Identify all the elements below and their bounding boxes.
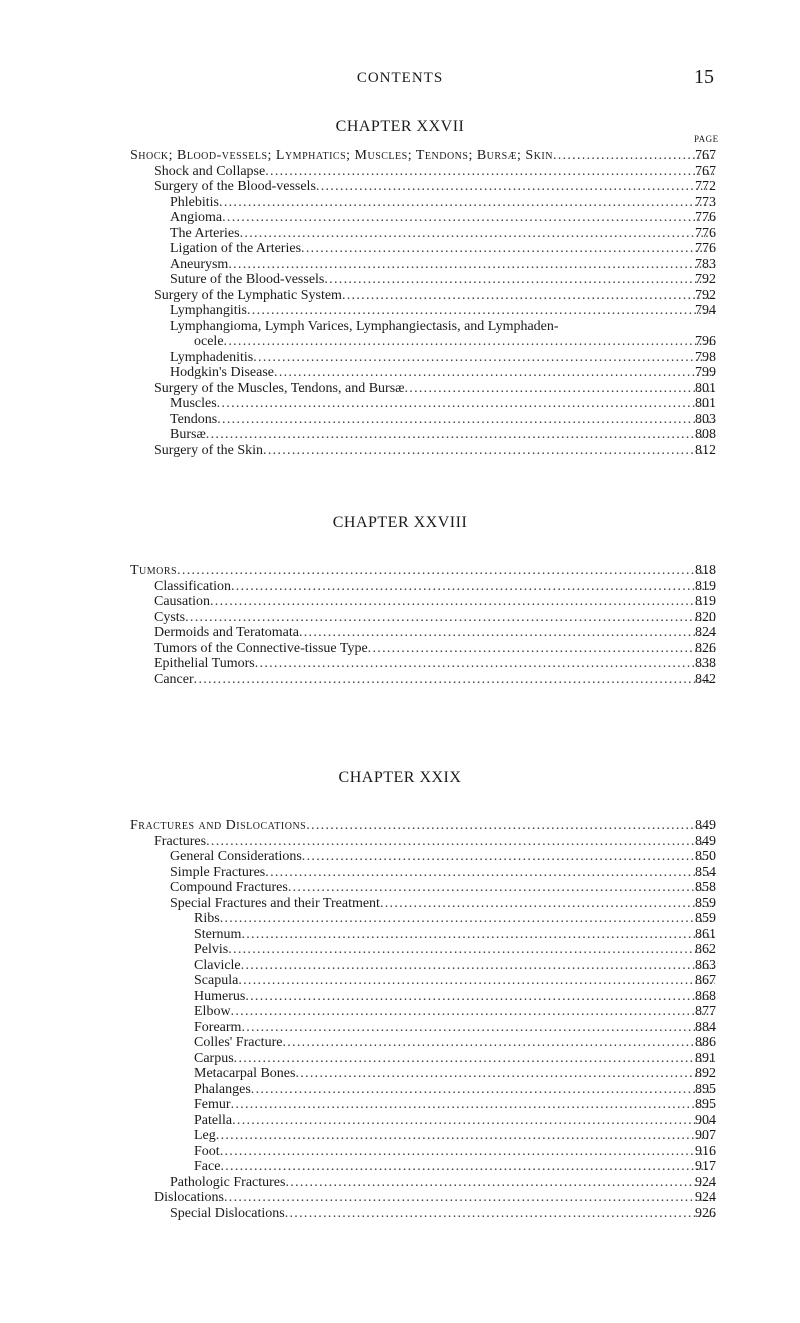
toc-entry: [0, 880, 800, 896]
dot-leader: [265, 164, 715, 180]
toc-entry-title: Ribs: [194, 911, 220, 926]
toc-entry-title: Elbow: [194, 1004, 231, 1019]
toc-entry-title: Lymphangioma, Lymph Varices, Lymphangiectasis, and Lymphaden-: [170, 318, 559, 334]
toc-entry-title: Simple Fractures: [170, 864, 266, 880]
chapter-heading: CHAPTER XXIX: [338, 769, 462, 786]
toc-entry-title: Cancer: [154, 671, 194, 687]
toc-entry-title: Colles' Fracture: [194, 1035, 283, 1050]
toc-entry: [0, 195, 800, 211]
dot-leader: [185, 610, 715, 626]
dot-leader: [220, 1159, 715, 1175]
toc-entry-page: 916: [695, 1143, 716, 1159]
toc-entry-title: Surgery of the Lymphatic System: [154, 287, 342, 303]
toc-entry: [0, 396, 800, 412]
toc-entry-title: Tumors: [130, 563, 178, 578]
toc-entry-title: Surgery of the Skin: [154, 442, 264, 458]
toc-entry-page: 824: [695, 625, 716, 640]
toc-entry-page: 862: [695, 942, 716, 957]
toc-entry: [0, 865, 800, 881]
toc-entry-page: 801: [695, 380, 716, 396]
toc-entry-title: Forearm: [194, 1019, 242, 1035]
toc-entry: [0, 911, 800, 927]
toc-entry-title: Pathologic Fractures: [170, 1174, 286, 1190]
dot-leader: [301, 241, 715, 257]
toc-entry: [0, 973, 800, 989]
toc-entry-title: ocele: [194, 334, 224, 349]
toc-entry-page: 799: [695, 365, 716, 380]
toc-entry: [0, 179, 800, 195]
toc-entry-title: Tumors of the Connective-tissue Type: [154, 640, 368, 656]
chapter-heading: CHAPTER XXVII: [335, 118, 465, 135]
toc-entry-page: 907: [695, 1128, 716, 1143]
toc-entry: [0, 672, 800, 688]
toc-entry: [0, 579, 800, 595]
toc-entry-title: Surgery of the Muscles, Tendons, and Bursæ: [154, 380, 405, 396]
toc-entry: [0, 164, 800, 180]
toc-entry-title: Clavicle: [194, 957, 241, 973]
toc-entry-page: 926: [695, 1205, 716, 1221]
dot-leader: [219, 195, 715, 211]
dot-leader: [306, 818, 715, 834]
toc-entry-title: Phlebitis: [170, 194, 220, 210]
toc-entry: [0, 350, 800, 366]
page-column-label: PAGE: [694, 134, 719, 144]
toc-entry-page: 794: [695, 303, 716, 318]
dot-leader: [231, 1097, 715, 1113]
dot-leader: [553, 148, 715, 164]
dot-leader: [263, 443, 715, 459]
toc-entry-title: Patella: [194, 1112, 233, 1128]
toc-entry-title: Bursæ: [170, 427, 206, 442]
toc-entry-title: Lymphangitis: [170, 303, 247, 318]
toc-entry: [0, 257, 800, 273]
toc-entry: [0, 834, 800, 850]
toc-entry-page: 838: [695, 656, 716, 671]
toc-entry-title: Pelvis: [194, 942, 229, 957]
toc-entry-page: 767: [695, 148, 716, 163]
toc-entry-page: 803: [695, 411, 716, 427]
toc-section: [0, 818, 800, 1221]
toc-entry-page: 886: [695, 1035, 716, 1050]
toc-entry-title: Lymphadenitis: [170, 349, 254, 365]
toc-section: [0, 148, 800, 458]
toc-entry-page: 884: [695, 1019, 716, 1035]
toc-entry-page: 858: [695, 880, 716, 895]
dot-leader: [302, 849, 715, 865]
dot-leader: [228, 257, 715, 273]
dot-leader: [285, 1175, 715, 1191]
toc-entry: [0, 563, 800, 579]
dot-leader: [216, 1128, 715, 1144]
page-number: 15: [694, 66, 714, 88]
toc-entry-page: 792: [695, 287, 716, 303]
toc-entry-page: 819: [695, 594, 716, 609]
toc-entry-page: 776: [695, 241, 716, 256]
toc-entry: [0, 896, 800, 912]
toc-entry: [0, 989, 800, 1005]
toc-entry-title: Dermoids and Teratomata: [154, 625, 299, 640]
toc-entry-page: 850: [695, 849, 716, 864]
toc-entry-title: Phalanges: [194, 1081, 251, 1097]
toc-entry-page: 798: [695, 349, 716, 365]
toc-entry-page: 820: [695, 609, 716, 625]
dot-leader: [295, 1066, 715, 1082]
toc-entry-page: 877: [695, 1004, 716, 1019]
toc-entry-title: Cysts: [154, 609, 186, 625]
toc-entry: [0, 958, 800, 974]
toc-entry-page: 826: [695, 640, 716, 656]
toc-entry-title: Humerus: [194, 988, 246, 1004]
toc-entry-page: 891: [695, 1050, 716, 1066]
toc-entry-title: The Arteries: [170, 225, 240, 241]
toc-entry-title: Hodgkin's Disease: [170, 365, 275, 380]
dot-leader: [210, 594, 715, 610]
toc-entry: [0, 1128, 800, 1144]
dot-leader: [251, 1082, 715, 1098]
dot-leader: [206, 427, 715, 443]
dot-leader: [247, 303, 715, 319]
toc-entry-page: 849: [695, 818, 716, 833]
toc-entry: [0, 210, 800, 226]
toc-entry-page: 773: [695, 194, 716, 210]
toc-entry-title: Leg: [194, 1128, 216, 1143]
toc-entry: [0, 443, 800, 459]
dot-leader: [228, 942, 715, 958]
toc-entry-page: 819: [695, 578, 716, 594]
dot-leader: [288, 880, 715, 896]
toc-entry-page: 868: [695, 988, 716, 1004]
dot-leader: [231, 1004, 715, 1020]
toc-entry-title: Carpus: [194, 1050, 234, 1066]
toc-entry-page: 818: [695, 563, 716, 578]
toc-entry-title: Fractures: [154, 833, 207, 849]
toc-entry: [0, 1004, 800, 1020]
dot-leader: [240, 226, 715, 242]
chapter-heading: CHAPTER XXVIII: [332, 514, 468, 531]
toc-entry-page: 859: [695, 911, 716, 926]
dot-leader: [241, 1020, 715, 1036]
dot-leader: [232, 1113, 715, 1129]
toc-entry-page: 801: [695, 396, 716, 411]
toc-entry: [0, 365, 800, 381]
toc-entry: [0, 625, 800, 641]
toc-entry: [0, 288, 800, 304]
toc-entry: [0, 1190, 800, 1206]
toc-entry-page: 812: [695, 442, 716, 458]
dot-leader: [368, 641, 715, 657]
toc-entry: [0, 1113, 800, 1129]
toc-entry-page: 895: [695, 1097, 716, 1112]
toc-entry: [0, 381, 800, 397]
dot-leader: [217, 396, 715, 412]
dot-leader: [316, 179, 715, 195]
dot-leader: [274, 365, 715, 381]
toc-entry: [0, 927, 800, 943]
toc-entry-title: Face: [194, 1159, 221, 1174]
dot-leader: [285, 1206, 715, 1222]
toc-entry: [0, 1097, 800, 1113]
toc-entry-title: Classification: [154, 578, 231, 594]
dot-leader: [220, 911, 715, 927]
toc-entry: [0, 942, 800, 958]
toc-entry: [0, 241, 800, 257]
toc-entry: [0, 849, 800, 865]
toc-entry: [0, 148, 800, 164]
toc-entry-page: 842: [695, 671, 716, 687]
toc-entry-page: 924: [695, 1190, 716, 1205]
dot-leader: [299, 625, 715, 641]
toc-entry: [0, 1066, 800, 1082]
dot-leader: [282, 1035, 715, 1051]
toc-entry-page: 924: [695, 1174, 716, 1190]
toc-entry: [0, 641, 800, 657]
toc-entry-title: Fractures and Dislocations: [130, 818, 307, 833]
toc-entry-title: Muscles: [170, 396, 217, 411]
toc-entry-title: Special Dislocations: [170, 1205, 285, 1221]
toc-entry-title: Sternum: [194, 926, 242, 942]
toc-entry-title: Foot: [194, 1143, 220, 1159]
toc-entry: [0, 1035, 800, 1051]
toc-entry-page: 792: [695, 272, 716, 287]
toc-entry-page: 808: [695, 427, 716, 442]
dot-leader: [177, 563, 715, 579]
toc-entry-title: Ligation of the Arteries: [170, 241, 302, 256]
toc-entry-title: Shock; Blood-vessels; Lymphatics; Muscles; Tendons; Bursæ; Skin: [130, 148, 553, 163]
toc-entry-title: Shock and Collapse: [154, 163, 266, 179]
toc-entry-title: Dislocations: [154, 1190, 224, 1205]
dot-leader: [206, 834, 715, 850]
toc-entry-title: Metacarpal Bones: [194, 1066, 296, 1081]
toc-entry: [0, 334, 800, 350]
toc-entry-page: 863: [695, 957, 716, 973]
toc-entry-title: Causation: [154, 594, 210, 609]
dot-leader: [238, 973, 715, 989]
toc-entry-page: 854: [695, 864, 716, 880]
toc-entry-title: Suture of the Blood-vessels: [170, 272, 325, 287]
toc-entry-page: 849: [695, 833, 716, 849]
toc-entry: [0, 427, 800, 443]
toc-entry-title: Epithelial Tumors: [154, 656, 255, 671]
dot-leader: [234, 1051, 715, 1067]
dot-leader: [253, 350, 715, 366]
toc-entry: [0, 226, 800, 242]
toc-section: [0, 563, 800, 687]
toc-entry-title: Special Fractures and their Treatment: [170, 895, 380, 911]
toc-entry: [0, 1082, 800, 1098]
dot-leader: [324, 272, 715, 288]
toc-entry-page: 867: [695, 973, 716, 988]
toc-entry: [0, 818, 800, 834]
dot-leader: [255, 656, 715, 672]
toc-entry-page: 895: [695, 1081, 716, 1097]
toc-entry-page: 776: [695, 225, 716, 241]
toc-entry-title: Aneurysm: [170, 256, 229, 272]
dot-leader: [245, 989, 715, 1005]
toc-entry: [0, 610, 800, 626]
dot-leader: [241, 927, 715, 943]
toc-entry: [0, 412, 800, 428]
dot-leader: [265, 865, 715, 881]
toc-entry-page: 892: [695, 1066, 716, 1081]
toc-entry-title: Femur: [194, 1097, 231, 1112]
dot-leader: [224, 334, 715, 350]
toc-entry: [0, 1051, 800, 1067]
dot-leader: [217, 412, 715, 428]
dot-leader: [231, 579, 715, 595]
toc-entry-title: Compound Fractures: [170, 880, 288, 895]
dot-leader: [222, 210, 715, 226]
toc-entry: [0, 1020, 800, 1036]
toc-entry: [0, 1159, 800, 1175]
toc-entry-page: 859: [695, 895, 716, 911]
toc-entry-page: 767: [695, 163, 716, 179]
dot-leader: [224, 1190, 715, 1206]
dot-leader: [404, 381, 715, 397]
toc-entry: [0, 1144, 800, 1160]
toc-entry-page: 796: [695, 334, 716, 349]
toc-entry-title: Angioma: [170, 210, 223, 225]
toc-entry: [0, 656, 800, 672]
toc-entry-page: 904: [695, 1112, 716, 1128]
running-head: [0, 66, 800, 90]
toc-entry: [0, 272, 800, 288]
toc-entry-page: 783: [695, 256, 716, 272]
toc-entry: [0, 1206, 800, 1222]
toc-entry-page: 776: [695, 210, 716, 225]
toc-entry: [0, 319, 800, 335]
toc-entry-title: Tendons: [170, 411, 218, 427]
dot-leader: [380, 896, 715, 912]
dot-leader: [194, 672, 715, 688]
toc-entry-title: Scapula: [194, 973, 239, 988]
running-head-title: CONTENTS: [356, 70, 444, 86]
toc-entry-title: General Considerations: [170, 849, 302, 864]
toc-entry-page: 861: [695, 926, 716, 942]
toc-entry-page: 917: [695, 1159, 716, 1174]
toc-entry: [0, 303, 800, 319]
toc-entry-page: 772: [695, 179, 716, 194]
toc-entry-title: Surgery of the Blood-vessels: [154, 179, 316, 194]
dot-leader: [241, 958, 715, 974]
dot-leader: [220, 1144, 715, 1160]
toc-entry: [0, 1175, 800, 1191]
toc-entry: [0, 594, 800, 610]
dot-leader: [342, 288, 715, 304]
